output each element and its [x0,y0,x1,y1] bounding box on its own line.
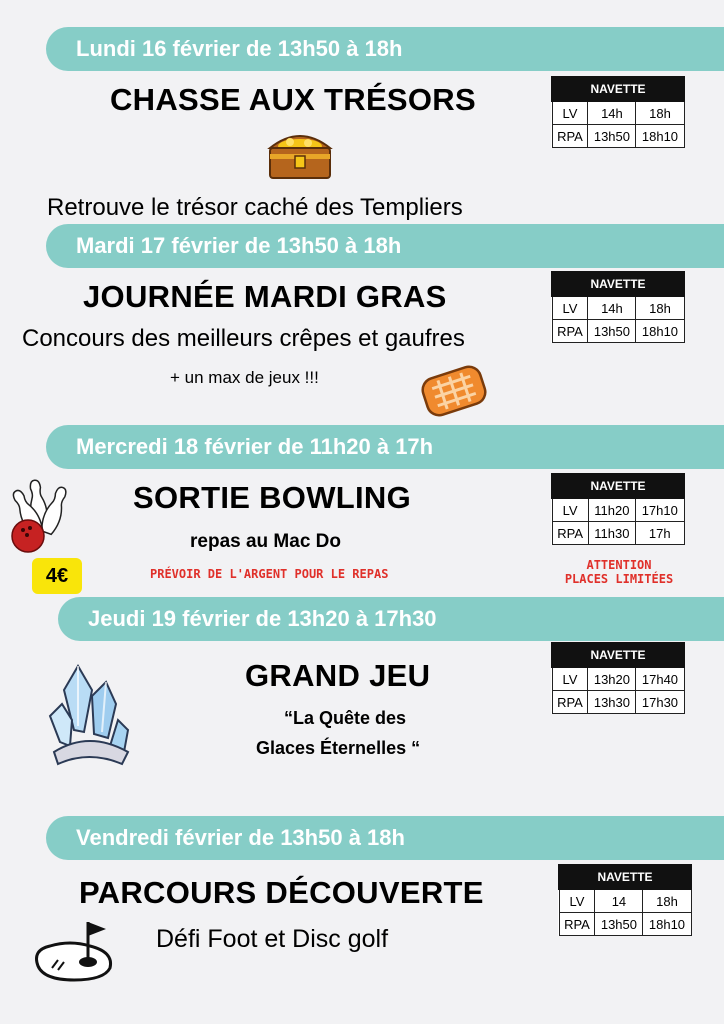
navette-cell: 13h20 [588,667,636,691]
warning-text [548,558,690,586]
navette-cell: 18h10 [636,320,684,343]
navette-cell: 17h10 [636,498,684,522]
navette-cell: 17h40 [636,667,684,691]
event-description: Concours des meilleurs crêpes et gaufres [22,325,465,352]
navette-cell: RPA [552,522,588,545]
navette-cell: LV [552,296,588,320]
navette-cell: 18h [643,889,691,913]
navette-cell: LV [559,889,595,913]
day-band-wednesday: Mercredi 18 février de 11h20 à 17h [46,425,724,469]
navette-cell: 18h [636,101,684,125]
waffle-icon [416,362,492,420]
event-description: repas au Mac Do [190,531,341,552]
navette-cell: LV [552,667,588,691]
price-badge: 4€ [32,558,82,594]
navette-header: NAVETTE [559,865,691,889]
navette-cell: 11h30 [588,522,635,545]
navette-cell: 13h50 [595,913,643,936]
navette-table-monday [551,76,685,148]
day-band-friday: Vendredi février de 13h50 à 18h [46,816,724,860]
navette-cell: 14h [588,296,636,320]
treasure-chest-icon [264,124,336,182]
navette-cell: 18h10 [643,913,691,936]
navette-cell: LV [552,498,588,522]
event-title-bowling: SORTIE BOWLING [133,480,412,515]
golf-flag-icon [30,916,120,984]
day-band-monday: Lundi 16 février de 13h50 à 18h [46,27,724,71]
navette-header: NAVETTE [552,77,684,101]
event-quote-line-2: Glaces Éternelles “ [256,738,421,758]
navette-cell: 14h [588,101,636,125]
navette-cell: 17h [636,522,684,545]
navette-table-thursday [551,642,685,714]
navette-header: NAVETTE [552,643,684,667]
warning-line-1: ATTENTION [586,558,652,572]
navette-cell: 18h [636,296,684,320]
event-title-mardi-gras: JOURNÉE MARDI GRAS [83,279,447,314]
day-band-thursday: Jeudi 19 février de 13h20 à 17h30 [58,597,724,641]
navette-cell: 13h50 [588,320,636,343]
event-description: Retrouve le trésor caché des Templiers [47,194,463,221]
event-title-grand-jeu: GRAND JEU [245,658,431,693]
bowling-icon [8,476,74,556]
navette-cell: 17h30 [636,691,684,714]
navette-cell: 11h20 [588,498,635,522]
navette-cell: LV [552,101,588,125]
money-note: PRÉVOIR DE L'ARGENT POUR LE REPAS [150,567,389,581]
navette-cell: 13h30 [588,691,636,714]
navette-table-friday [558,864,692,936]
ice-crystal-icon [44,660,134,770]
navette-cell: 18h10 [636,125,684,148]
navette-header: NAVETTE [552,474,684,498]
event-title-parcours: PARCOURS DÉCOUVERTE [79,875,484,910]
warning-line-2: PLACES LIMITÉES [564,572,674,586]
navette-cell: RPA [552,691,588,714]
navette-cell: 13h50 [588,125,636,148]
navette-table-wednesday [551,473,685,545]
navette-cell: RPA [559,913,595,936]
navette-cell: RPA [552,125,588,148]
event-subdescription: + un max de jeux !!! [170,368,319,387]
navette-header: NAVETTE [552,272,684,296]
event-description: Défi Foot et Disc golf [156,925,389,953]
navette-cell: 14 [595,889,643,913]
navette-table-tuesday [551,271,685,343]
event-title-treasure-hunt: CHASSE AUX TRÉSORS [110,82,476,117]
day-band-tuesday: Mardi 17 février de 13h50 à 18h [46,224,724,268]
navette-cell: RPA [552,320,588,343]
event-quote-line-1: “La Quête des [284,708,407,728]
